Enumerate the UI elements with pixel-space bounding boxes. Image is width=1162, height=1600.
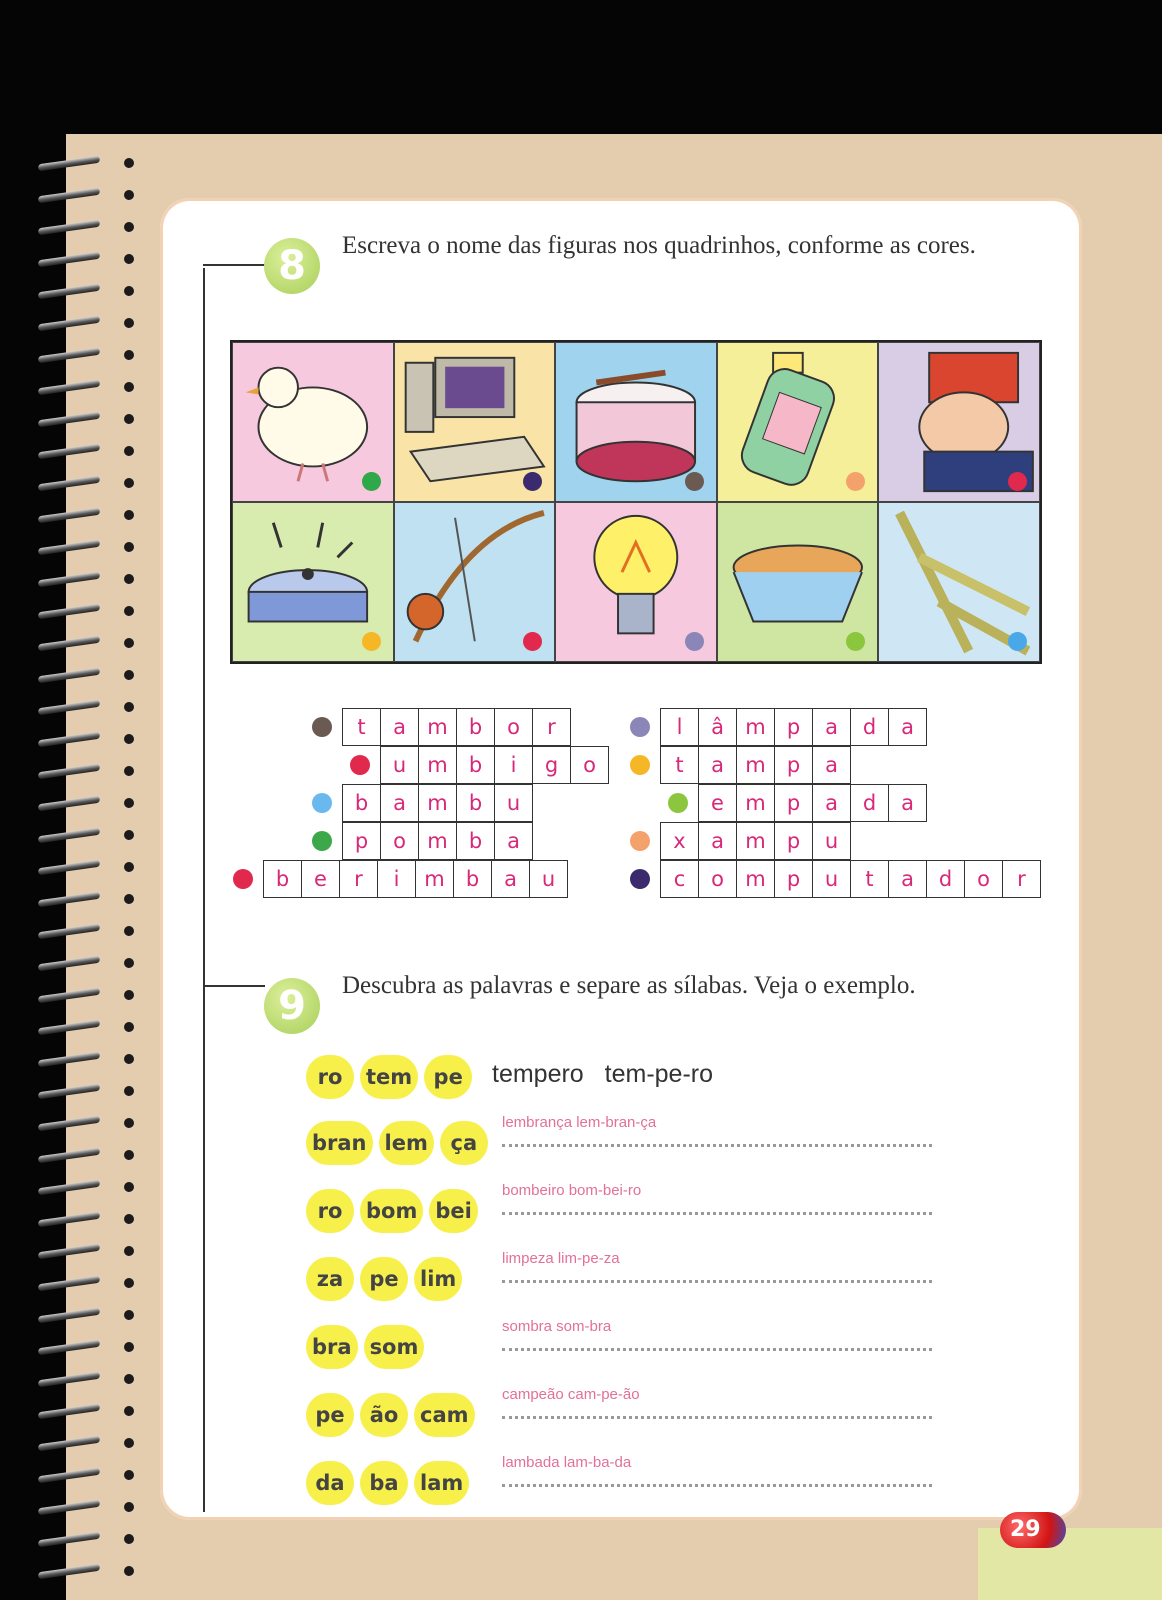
letter-box[interactable]: r [547, 715, 556, 739]
letter-box[interactable]: c [661, 861, 699, 897]
letter-box[interactable]: t [343, 709, 381, 745]
letter-box[interactable]: p [775, 747, 813, 783]
letter-box[interactable]: a [492, 861, 530, 897]
letter-box[interactable]: d [927, 861, 965, 897]
spiral-loop [38, 314, 108, 332]
color-dot [362, 632, 381, 651]
color-dot [312, 717, 332, 737]
letter-box[interactable]: p [775, 823, 813, 859]
letter-box[interactable]: g [533, 747, 571, 783]
letter-boxes [660, 746, 851, 784]
spiral-loop [38, 1402, 108, 1420]
syllable-bubble: bran [306, 1121, 373, 1165]
letter-box[interactable]: o [965, 861, 1003, 897]
spiral-loop [38, 218, 108, 236]
word-row [312, 708, 571, 746]
letter-box[interactable]: o [699, 861, 737, 897]
letter-boxes [342, 822, 533, 860]
letter-box[interactable]: u [541, 867, 556, 891]
letter-box[interactable]: o [495, 709, 533, 745]
letter-box[interactable]: b [454, 861, 492, 897]
spiral-loop [38, 1018, 108, 1036]
spiral-loop [38, 1338, 108, 1356]
spiral-loop [38, 346, 108, 364]
written-answer[interactable]: campeão cam-pe-ão [502, 1386, 640, 1403]
word-row [630, 860, 1041, 898]
letter-box[interactable]: r [1017, 867, 1026, 891]
spiral-loop [38, 698, 108, 716]
color-dot [630, 717, 650, 737]
letter-box[interactable]: e [302, 861, 340, 897]
exercise-8-number: 8 [264, 238, 320, 294]
word-row [630, 746, 851, 784]
dotted-answer-line [502, 1348, 932, 1351]
letter-box[interactable]: m [737, 709, 775, 745]
picture-cell [878, 342, 1040, 502]
letter-box[interactable]: p [775, 861, 813, 897]
letter-box[interactable]: m [419, 823, 457, 859]
letter-boxes [342, 784, 533, 822]
dotted-answer-line [502, 1484, 932, 1487]
example-answer: tempero tem-pe-ro [492, 1060, 714, 1088]
spiral-loop [38, 794, 108, 812]
letter-box[interactable]: t [661, 747, 699, 783]
letter-box[interactable]: a [825, 753, 838, 777]
color-dot [685, 632, 704, 651]
syllable-bubble: lem [379, 1121, 434, 1165]
exercise-9-instruction: Descubra as palavras e separe as sílabas. Veja o exemplo. [342, 972, 916, 999]
syllable-row [306, 1458, 475, 1508]
spiral-loop [38, 1050, 108, 1068]
syllable-bubble: pe [360, 1257, 408, 1301]
picture-cell [878, 502, 1040, 662]
spiral-loop [38, 410, 108, 428]
letter-box[interactable]: a [813, 785, 851, 821]
letter-box[interactable]: b [264, 861, 302, 897]
spiral-loop [38, 922, 108, 940]
letter-box[interactable]: p [775, 709, 813, 745]
spiral-loop [38, 666, 108, 684]
spiral-loop [38, 282, 108, 300]
spiral-loop [38, 154, 108, 172]
letter-boxes [263, 860, 568, 898]
spiral-loop [38, 1370, 108, 1388]
syllable-bubble: bei [429, 1189, 477, 1233]
letter-boxes [380, 746, 609, 784]
syllable-bubble: bom [360, 1189, 423, 1233]
spiral-loop [38, 1498, 108, 1516]
letter-boxes [660, 708, 927, 746]
syllable-bubble: ça [440, 1121, 488, 1165]
spiral-loop [38, 1146, 108, 1164]
spiral-binding [0, 146, 110, 1596]
spiral-loop [38, 730, 108, 748]
letter-box[interactable]: r [340, 861, 378, 897]
spiral-loop [38, 538, 108, 556]
written-answer[interactable]: sombra som-bra [502, 1318, 612, 1335]
word-row [630, 822, 851, 860]
letter-box[interactable]: b [343, 785, 381, 821]
picture-cell [232, 342, 394, 502]
color-dot [312, 831, 332, 851]
letter-box[interactable]: p [775, 785, 813, 821]
letter-box[interactable]: â [699, 709, 737, 745]
syllable-bubble: ba [360, 1461, 408, 1505]
letter-box[interactable]: a [813, 709, 851, 745]
spiral-loop [38, 1562, 108, 1580]
syllable-bubble: lam [414, 1461, 469, 1505]
picture-cell [555, 342, 717, 502]
color-dot [1008, 632, 1027, 651]
spiral-loop [38, 250, 108, 268]
letter-box[interactable]: m [419, 709, 457, 745]
letter-box[interactable]: i [378, 861, 416, 897]
syllable-bubble: lim [414, 1257, 462, 1301]
spiral-loop [38, 186, 108, 204]
letter-box[interactable]: a [901, 791, 914, 815]
picture-cell [394, 342, 556, 502]
written-answer[interactable]: limpeza lim-pe-za [502, 1250, 620, 1267]
spiral-loop [38, 1082, 108, 1100]
letter-box[interactable]: u [381, 747, 419, 783]
color-dot [362, 472, 381, 491]
syllable-bubble: bra [306, 1325, 358, 1369]
letter-box[interactable]: m [419, 785, 457, 821]
spiral-loop [38, 570, 108, 588]
color-dot [630, 755, 650, 775]
letter-box[interactable]: o [381, 823, 419, 859]
letter-boxes [660, 822, 851, 860]
word-row [350, 746, 609, 784]
letter-box[interactable]: o [583, 753, 596, 777]
letter-box[interactable]: m [737, 747, 775, 783]
spiral-loop [38, 954, 108, 972]
letter-box[interactable]: u [824, 829, 839, 853]
picture-cell [394, 502, 556, 662]
example-syllables [306, 1052, 478, 1102]
syllable-bubble: ro [306, 1189, 354, 1233]
letter-box[interactable]: a [699, 747, 737, 783]
letter-box[interactable]: d [851, 709, 889, 745]
spiral-loop [38, 602, 108, 620]
exercise-9-number: 9 [264, 978, 320, 1034]
syllable-row [306, 1390, 481, 1440]
spiral-loop [38, 1178, 108, 1196]
letter-box[interactable]: a [507, 829, 520, 853]
syllable-bubble: pe [424, 1055, 472, 1099]
syllable-bubble: som [364, 1325, 425, 1369]
spiral-loop [38, 762, 108, 780]
written-answer[interactable]: lembrança lem-bran-ça [502, 1114, 657, 1131]
picture-grid [230, 340, 1042, 664]
letter-boxes [698, 784, 927, 822]
syllable-row [306, 1118, 494, 1168]
color-dot [668, 793, 688, 813]
letter-box[interactable]: u [506, 791, 521, 815]
spiral-loop [38, 378, 108, 396]
color-dot [630, 831, 650, 851]
color-dot [312, 793, 332, 813]
letter-box[interactable]: m [737, 861, 775, 897]
word-row [668, 784, 927, 822]
spiral-loop [38, 506, 108, 524]
picture-cell [717, 502, 879, 662]
syllable-bubble: ro [306, 1055, 354, 1099]
letter-box[interactable]: b [457, 823, 495, 859]
letter-box[interactable]: a [381, 785, 419, 821]
dotted-answer-line [502, 1280, 932, 1283]
spiral-loop [38, 634, 108, 652]
letter-boxes [342, 708, 571, 746]
syllable-bubble: da [306, 1461, 354, 1505]
rail-tick [203, 264, 265, 266]
word-row [630, 708, 927, 746]
letter-box[interactable]: m [419, 747, 457, 783]
spiral-loop [38, 1274, 108, 1292]
dotted-answer-line [502, 1212, 932, 1215]
dotted-answer-line [502, 1416, 932, 1419]
color-dot [685, 472, 704, 491]
syllable-bubble: cam [414, 1393, 475, 1437]
letter-box[interactable]: b [457, 747, 495, 783]
syllable-bubble: ão [360, 1393, 408, 1437]
spiral-loop [38, 1306, 108, 1324]
spiral-loop [38, 1434, 108, 1452]
letter-box[interactable]: p [343, 823, 381, 859]
spiral-loop [38, 1210, 108, 1228]
word-row [312, 784, 533, 822]
letter-box[interactable]: x [661, 823, 699, 859]
exercise-8-instruction: Escreva o nome das figuras nos quadrinhos, conforme as cores. [342, 232, 976, 259]
written-answer[interactable]: lambada lam-ba-da [502, 1454, 632, 1471]
spiral-loop [38, 858, 108, 876]
spiral-loop [38, 1114, 108, 1132]
picture-cell [717, 342, 879, 502]
letter-box[interactable]: a [381, 709, 419, 745]
letter-box[interactable]: b [457, 709, 495, 745]
written-answer[interactable]: bombeiro bom-bei-ro [502, 1182, 642, 1199]
exercise-rail [203, 268, 205, 1512]
spiral-loop [38, 474, 108, 492]
letter-box[interactable]: a [901, 715, 914, 739]
letter-box[interactable]: t [851, 861, 889, 897]
letter-boxes [660, 860, 1041, 898]
letter-box[interactable]: a [699, 823, 737, 859]
color-dot [1008, 472, 1027, 491]
letter-box[interactable]: i [495, 747, 533, 783]
dotted-answer-line [502, 1144, 932, 1147]
color-dot [630, 869, 650, 889]
spiral-loop [38, 826, 108, 844]
picture-cell [232, 502, 394, 662]
color-dot [233, 869, 253, 889]
syllable-row [306, 1322, 430, 1372]
rail-tick [203, 985, 265, 987]
letter-box[interactable]: d [851, 785, 889, 821]
syllable-bubble: pe [306, 1393, 354, 1437]
syllable-bubble: tem [360, 1055, 418, 1099]
letter-box[interactable]: l [661, 709, 699, 745]
letter-box[interactable]: b [457, 785, 495, 821]
letter-box[interactable]: m [737, 823, 775, 859]
syllable-row [306, 1186, 484, 1236]
spiral-loop [38, 1466, 108, 1484]
letter-box[interactable]: e [699, 785, 737, 821]
spiral-loop [38, 986, 108, 1004]
letter-box[interactable]: u [813, 861, 851, 897]
word-row [312, 822, 533, 860]
spiral-loop [38, 890, 108, 908]
letter-box[interactable]: m [737, 785, 775, 821]
spiral-loop [38, 1530, 108, 1548]
color-dot [350, 755, 370, 775]
syllable-bubble: za [306, 1257, 354, 1301]
syllable-row [306, 1254, 468, 1304]
page-number: 29 [1000, 1512, 1066, 1548]
word-row [233, 860, 568, 898]
spiral-loop [38, 1242, 108, 1260]
picture-cell [555, 502, 717, 662]
letter-box[interactable]: a [889, 861, 927, 897]
letter-box[interactable]: m [416, 861, 454, 897]
spiral-loop [38, 442, 108, 460]
